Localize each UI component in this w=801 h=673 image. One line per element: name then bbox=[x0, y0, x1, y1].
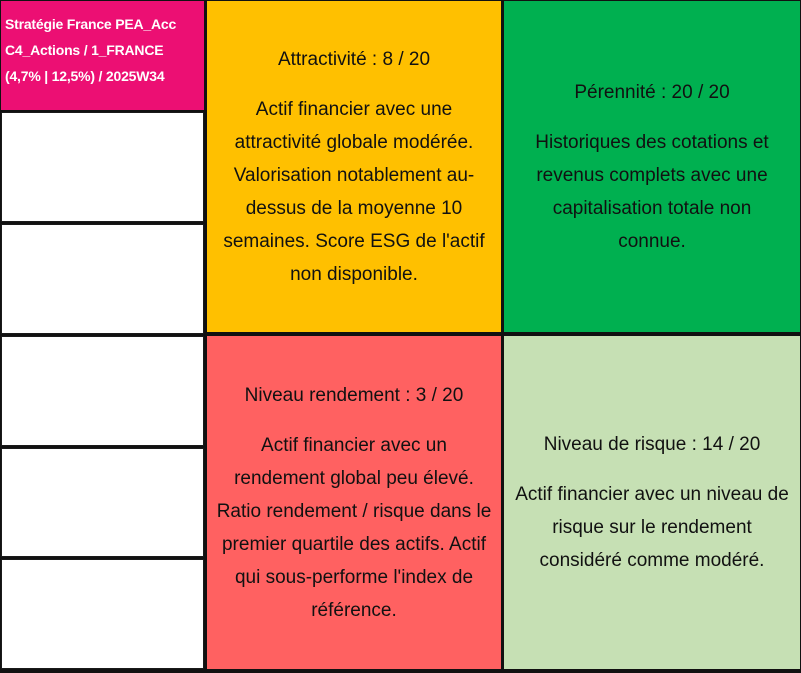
description-line: capitalisation totale non bbox=[552, 197, 752, 219]
description-line: considéré comme modéré. bbox=[539, 550, 765, 571]
description-line: Actif financier avec un bbox=[261, 434, 447, 456]
description-line: attractivité globale modérée. bbox=[234, 131, 474, 153]
description-line: risque sur le rendement bbox=[552, 517, 752, 538]
risque-panel bbox=[504, 336, 800, 669]
description-line: Valorisation notablement au- bbox=[233, 164, 475, 186]
attractivite-score: Attractivité : 8 / 20 bbox=[277, 48, 431, 70]
description-line: référence. bbox=[311, 599, 397, 621]
strategy-header-cell bbox=[1, 1, 204, 110]
description-line: Actif financier avec une bbox=[255, 98, 453, 120]
description-line: dessus de la moyenne 10 bbox=[245, 197, 463, 219]
risque-description bbox=[509, 478, 795, 577]
description-line: connue. bbox=[618, 230, 686, 252]
risque-score: Niveau de risque : 14 / 20 bbox=[543, 434, 761, 455]
empty-cell-3 bbox=[1, 336, 204, 446]
description-line: Ratio rendement / risque dans le bbox=[216, 500, 492, 522]
rendement-score: Niveau rendement : 3 / 20 bbox=[244, 384, 464, 406]
description-line: revenus complets avec une bbox=[536, 164, 768, 186]
description-line: Actif financier avec un niveau de bbox=[515, 484, 789, 505]
description-line: non disponible. bbox=[290, 263, 418, 285]
strategy-period: (4,7% | 12,5%) / 2025W34 bbox=[5, 68, 165, 84]
empty-cell-1 bbox=[1, 112, 204, 222]
description-line: rendement global peu élevé. bbox=[234, 467, 474, 489]
description-line: semaines. Score ESG de l'actif bbox=[223, 230, 485, 252]
description-line: qui sous-performe l'index de bbox=[234, 566, 474, 588]
description-line: premier quartile des actifs. Actif bbox=[221, 533, 486, 555]
rendement-panel bbox=[207, 336, 501, 669]
perennite-panel bbox=[504, 1, 800, 332]
rendement-description bbox=[211, 429, 498, 627]
empty-cell-5 bbox=[1, 559, 204, 669]
strategy-name: Stratégie France PEA_Acc bbox=[5, 16, 177, 32]
strategy-category: C4_Actions / 1_FRANCE bbox=[5, 42, 164, 58]
empty-cell-2 bbox=[1, 224, 204, 334]
attractivite-panel bbox=[207, 1, 501, 332]
perennite-description bbox=[529, 126, 774, 258]
perennite-score: Pérennité : 20 / 20 bbox=[574, 81, 730, 103]
description-line: Historiques des cotations et bbox=[535, 131, 769, 153]
empty-cell-4 bbox=[1, 448, 204, 557]
attractivite-description bbox=[217, 93, 490, 291]
